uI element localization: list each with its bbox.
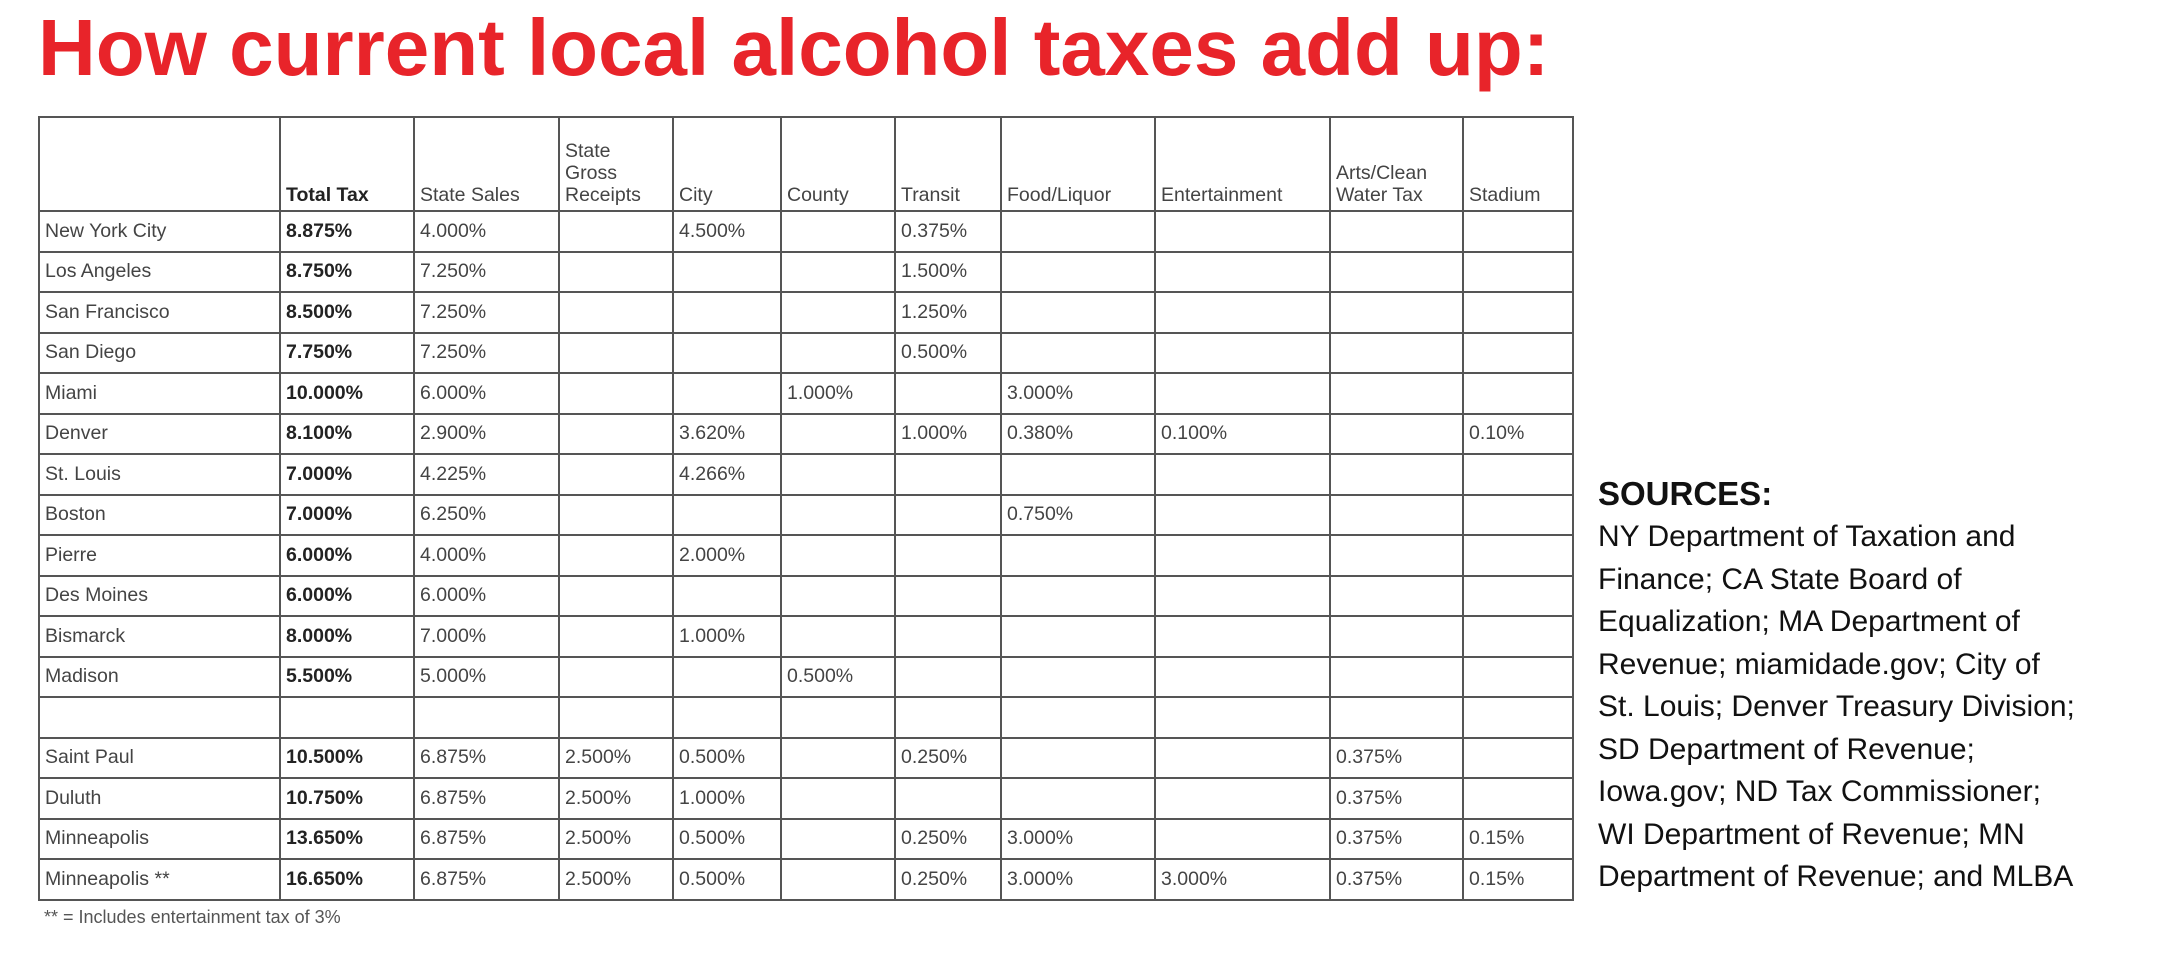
- tax-rate-cell: [559, 454, 673, 495]
- tax-rate-cell: [1001, 576, 1155, 617]
- tax-rate-cell: 0.500%: [781, 657, 895, 698]
- total-tax-cell: 5.500%: [280, 657, 414, 698]
- tax-rate-cell: 2.500%: [559, 738, 673, 779]
- tax-rate-cell: [895, 778, 1001, 819]
- tax-rate-cell: 0.375%: [895, 211, 1001, 252]
- tax-rate-cell: [1001, 211, 1155, 252]
- tax-rate-cell: 6.000%: [414, 576, 559, 617]
- city-name-cell: Saint Paul: [39, 738, 280, 779]
- table-row: [39, 454, 1573, 495]
- tax-rate-cell: [1001, 697, 1155, 738]
- tax-rate-cell: 6.875%: [414, 819, 559, 860]
- column-header: City: [673, 117, 781, 211]
- tax-rate-cell: 1.000%: [895, 414, 1001, 455]
- tax-rate-cell: [1155, 211, 1330, 252]
- city-name-cell: Des Moines: [39, 576, 280, 617]
- sources-panel: [1598, 472, 2158, 899]
- tax-rate-cell: 1.000%: [781, 373, 895, 414]
- tax-rate-cell: 1.500%: [895, 252, 1001, 293]
- city-name-cell: Duluth: [39, 778, 280, 819]
- tax-rate-cell: [1155, 495, 1330, 536]
- column-header: Entertainment: [1155, 117, 1330, 211]
- column-header: Food/Liquor: [1001, 117, 1155, 211]
- tax-rate-cell: [1155, 657, 1330, 698]
- total-tax-cell: 10.000%: [280, 373, 414, 414]
- total-tax-cell: 7.000%: [280, 495, 414, 536]
- tax-rate-cell: [781, 333, 895, 374]
- footnote-row: [39, 900, 1573, 935]
- tax-rate-cell: [673, 333, 781, 374]
- tax-rate-cell: 0.375%: [1330, 778, 1463, 819]
- tax-rate-cell: [781, 454, 895, 495]
- tax-rate-cell: 7.000%: [414, 616, 559, 657]
- tax-rate-cell: [1155, 819, 1330, 860]
- tax-rate-cell: 6.875%: [414, 859, 559, 900]
- total-tax-cell: 10.750%: [280, 778, 414, 819]
- column-header: Stadium: [1463, 117, 1573, 211]
- tax-rate-cell: [1155, 454, 1330, 495]
- tax-rate-cell: [1001, 252, 1155, 293]
- tax-rate-cell: [895, 697, 1001, 738]
- tax-rate-cell: [1330, 373, 1463, 414]
- total-tax-cell: 7.750%: [280, 333, 414, 374]
- tax-rate-cell: 3.000%: [1155, 859, 1330, 900]
- tax-rate-cell: 4.266%: [673, 454, 781, 495]
- tax-rate-cell: [1330, 657, 1463, 698]
- tax-rate-cell: [895, 657, 1001, 698]
- table-row: [39, 859, 1573, 900]
- tax-rate-cell: 1.000%: [673, 778, 781, 819]
- city-name-cell: Minneapolis **: [39, 859, 280, 900]
- tax-rate-cell: 4.000%: [414, 535, 559, 576]
- column-header: State Sales: [414, 117, 559, 211]
- tax-rate-cell: [781, 535, 895, 576]
- tax-rate-cell: [895, 535, 1001, 576]
- tax-rate-cell: 0.250%: [895, 819, 1001, 860]
- table-row: [39, 738, 1573, 779]
- tax-rate-cell: [673, 373, 781, 414]
- tax-rate-cell: [1463, 738, 1573, 779]
- tax-rate-cell: [559, 535, 673, 576]
- total-tax-cell: 6.000%: [280, 535, 414, 576]
- tax-rate-cell: [1155, 697, 1330, 738]
- tax-rate-cell: [1001, 535, 1155, 576]
- tax-rate-cell: [1330, 576, 1463, 617]
- tax-rate-cell: [895, 616, 1001, 657]
- tax-rate-cell: 1.000%: [673, 616, 781, 657]
- tax-rate-cell: [1001, 778, 1155, 819]
- tax-rate-cell: [1463, 697, 1573, 738]
- tax-rate-cell: [1155, 576, 1330, 617]
- tax-rate-cell: 0.250%: [895, 859, 1001, 900]
- tax-rate-cell: 0.10%: [1463, 414, 1573, 455]
- total-tax-cell: 10.500%: [280, 738, 414, 779]
- column-header: Total Tax: [280, 117, 414, 211]
- sources-heading: SOURCES:: [1598, 475, 1773, 512]
- total-tax-cell: [280, 697, 414, 738]
- total-tax-cell: 8.000%: [280, 616, 414, 657]
- table-row: [39, 252, 1573, 293]
- tax-rate-cell: [781, 697, 895, 738]
- tax-rate-cell: 0.380%: [1001, 414, 1155, 455]
- tax-rate-cell: [673, 495, 781, 536]
- tax-rate-cell: 7.250%: [414, 252, 559, 293]
- tax-rate-cell: 0.500%: [673, 859, 781, 900]
- city-name-cell: Minneapolis: [39, 819, 280, 860]
- tax-rate-cell: [781, 778, 895, 819]
- tax-rate-cell: [895, 495, 1001, 536]
- tax-rate-cell: [1330, 535, 1463, 576]
- table-row: [39, 697, 1573, 738]
- tax-rate-cell: [1463, 778, 1573, 819]
- tax-rate-cell: 2.500%: [559, 859, 673, 900]
- table-row: [39, 292, 1573, 333]
- tax-rate-cell: [559, 697, 673, 738]
- tax-rate-cell: [1330, 252, 1463, 293]
- tax-rate-cell: [895, 454, 1001, 495]
- page-title: How current local alcohol taxes add up:: [38, 3, 1550, 92]
- total-tax-cell: 8.750%: [280, 252, 414, 293]
- tax-rate-cell: [781, 211, 895, 252]
- tax-rate-cell: [1155, 252, 1330, 293]
- tax-rate-cell: 3.620%: [673, 414, 781, 455]
- tax-table-container: [38, 116, 1572, 935]
- tax-rate-cell: [781, 252, 895, 293]
- city-name-cell: [39, 697, 280, 738]
- column-header: [39, 117, 280, 211]
- tax-rate-cell: [1330, 454, 1463, 495]
- tax-rate-cell: [559, 495, 673, 536]
- tax-rate-cell: [781, 414, 895, 455]
- tax-rate-cell: 0.15%: [1463, 859, 1573, 900]
- tax-rate-cell: 3.000%: [1001, 819, 1155, 860]
- tax-rate-cell: 0.500%: [895, 333, 1001, 374]
- tax-rate-cell: [1001, 616, 1155, 657]
- table-row: [39, 495, 1573, 536]
- tax-rate-cell: 2.900%: [414, 414, 559, 455]
- table-row: [39, 333, 1573, 374]
- city-name-cell: Miami: [39, 373, 280, 414]
- city-name-cell: Los Angeles: [39, 252, 280, 293]
- tax-rate-cell: [1463, 373, 1573, 414]
- table-row: [39, 778, 1573, 819]
- tax-rate-cell: [781, 616, 895, 657]
- total-tax-cell: 8.100%: [280, 414, 414, 455]
- tax-rate-cell: [781, 292, 895, 333]
- tax-rate-cell: 0.500%: [673, 819, 781, 860]
- tax-rate-cell: 7.250%: [414, 333, 559, 374]
- tax-rate-cell: [1463, 252, 1573, 293]
- tax-rate-cell: 3.000%: [1001, 373, 1155, 414]
- column-header: County: [781, 117, 895, 211]
- tax-rate-cell: 0.250%: [895, 738, 1001, 779]
- table-row: [39, 576, 1573, 617]
- city-name-cell: Pierre: [39, 535, 280, 576]
- tax-rate-cell: [1463, 535, 1573, 576]
- tax-rate-cell: [559, 292, 673, 333]
- tax-rate-cell: [781, 819, 895, 860]
- city-name-cell: Denver: [39, 414, 280, 455]
- tax-rate-cell: [1463, 333, 1573, 374]
- tax-rate-cell: [1155, 778, 1330, 819]
- tax-rate-cell: 0.750%: [1001, 495, 1155, 536]
- tax-rate-cell: 2.500%: [559, 778, 673, 819]
- tax-rate-cell: 6.000%: [414, 373, 559, 414]
- footnote: ** = Includes entertainment tax of 3%: [44, 907, 341, 927]
- tax-rate-cell: [1463, 495, 1573, 536]
- tax-rate-cell: [1463, 616, 1573, 657]
- tax-rate-cell: [1001, 454, 1155, 495]
- tax-rate-cell: 5.000%: [414, 657, 559, 698]
- city-name-cell: Bismarck: [39, 616, 280, 657]
- tax-rate-cell: 6.250%: [414, 495, 559, 536]
- table-row: [39, 657, 1573, 698]
- tax-rate-cell: [895, 373, 1001, 414]
- column-header: Arts/Clean Water Tax: [1330, 117, 1463, 211]
- tax-rate-cell: [1463, 657, 1573, 698]
- table-row: [39, 819, 1573, 860]
- tax-rate-cell: [895, 576, 1001, 617]
- tax-rate-cell: [559, 657, 673, 698]
- tax-rate-cell: [1001, 738, 1155, 779]
- table-row: [39, 211, 1573, 252]
- tax-rate-cell: 4.500%: [673, 211, 781, 252]
- total-tax-cell: 16.650%: [280, 859, 414, 900]
- tax-rate-cell: [414, 697, 559, 738]
- total-tax-cell: 7.000%: [280, 454, 414, 495]
- tax-rate-cell: 0.500%: [673, 738, 781, 779]
- sources-text: NY Department of Taxation and Finance; CA State Board of Equalization; MA Department of Revenue; miamidade.gov; City of St. Louis; Denver Treasury Division; SD Department of Revenue; Iowa.gov; ND Tax Commissioner; WI Department of Revenue; MN Department of Revenue; and MLBA: [1598, 520, 2075, 893]
- total-tax-cell: 8.500%: [280, 292, 414, 333]
- tax-rate-cell: 2.000%: [673, 535, 781, 576]
- tax-rate-cell: [673, 292, 781, 333]
- table-body: [39, 211, 1573, 935]
- tax-rate-cell: [1330, 495, 1463, 536]
- tax-rate-cell: [1330, 333, 1463, 374]
- total-tax-cell: 8.875%: [280, 211, 414, 252]
- tax-rate-cell: 6.875%: [414, 738, 559, 779]
- tax-rate-cell: [1330, 414, 1463, 455]
- tax-rate-cell: [1463, 292, 1573, 333]
- table-row: [39, 616, 1573, 657]
- tax-rate-cell: 0.100%: [1155, 414, 1330, 455]
- city-name-cell: San Diego: [39, 333, 280, 374]
- tax-rate-cell: [559, 576, 673, 617]
- table-row: [39, 414, 1573, 455]
- tax-rate-cell: [1330, 697, 1463, 738]
- tax-rate-cell: [1463, 454, 1573, 495]
- tax-rate-cell: 2.500%: [559, 819, 673, 860]
- tax-rate-cell: [1463, 576, 1573, 617]
- city-name-cell: Boston: [39, 495, 280, 536]
- tax-rate-cell: 6.875%: [414, 778, 559, 819]
- tax-rate-cell: 4.225%: [414, 454, 559, 495]
- tax-rate-cell: [1155, 738, 1330, 779]
- tax-rate-cell: [1330, 211, 1463, 252]
- city-name-cell: Madison: [39, 657, 280, 698]
- tax-rate-cell: [1001, 657, 1155, 698]
- tax-rate-cell: [781, 495, 895, 536]
- tax-rate-cell: [1001, 292, 1155, 333]
- tax-rate-cell: 3.000%: [1001, 859, 1155, 900]
- tax-rate-cell: [559, 252, 673, 293]
- tax-rate-cell: 7.250%: [414, 292, 559, 333]
- tax-rate-cell: [559, 414, 673, 455]
- city-name-cell: New York City: [39, 211, 280, 252]
- tax-rate-cell: [1155, 616, 1330, 657]
- city-name-cell: San Francisco: [39, 292, 280, 333]
- tax-rate-cell: 0.375%: [1330, 738, 1463, 779]
- tax-rate-cell: [673, 576, 781, 617]
- tax-rate-cell: [781, 576, 895, 617]
- tax-rate-cell: [781, 738, 895, 779]
- tax-table: [38, 116, 1574, 935]
- tax-rate-cell: [1463, 211, 1573, 252]
- tax-rate-cell: [559, 333, 673, 374]
- tax-rate-cell: [1155, 333, 1330, 374]
- total-tax-cell: 6.000%: [280, 576, 414, 617]
- tax-rate-cell: [1155, 292, 1330, 333]
- tax-rate-cell: 0.375%: [1330, 819, 1463, 860]
- tax-rate-cell: [1330, 616, 1463, 657]
- tax-rate-cell: [673, 252, 781, 293]
- tax-rate-cell: [1001, 333, 1155, 374]
- tax-rate-cell: 1.250%: [895, 292, 1001, 333]
- tax-rate-cell: [559, 211, 673, 252]
- table-row: [39, 373, 1573, 414]
- city-name-cell: St. Louis: [39, 454, 280, 495]
- column-header: Transit: [895, 117, 1001, 211]
- tax-rate-cell: [781, 859, 895, 900]
- tax-rate-cell: 0.375%: [1330, 859, 1463, 900]
- tax-rate-cell: 0.15%: [1463, 819, 1573, 860]
- tax-rate-cell: [673, 697, 781, 738]
- table-row: [39, 535, 1573, 576]
- tax-rate-cell: [559, 373, 673, 414]
- table-header-row: [39, 117, 1573, 211]
- tax-rate-cell: [1330, 292, 1463, 333]
- tax-rate-cell: [1155, 535, 1330, 576]
- total-tax-cell: 13.650%: [280, 819, 414, 860]
- tax-rate-cell: 4.000%: [414, 211, 559, 252]
- tax-rate-cell: [1155, 373, 1330, 414]
- tax-rate-cell: [559, 616, 673, 657]
- tax-rate-cell: [673, 657, 781, 698]
- column-header: State Gross Receipts: [559, 117, 673, 211]
